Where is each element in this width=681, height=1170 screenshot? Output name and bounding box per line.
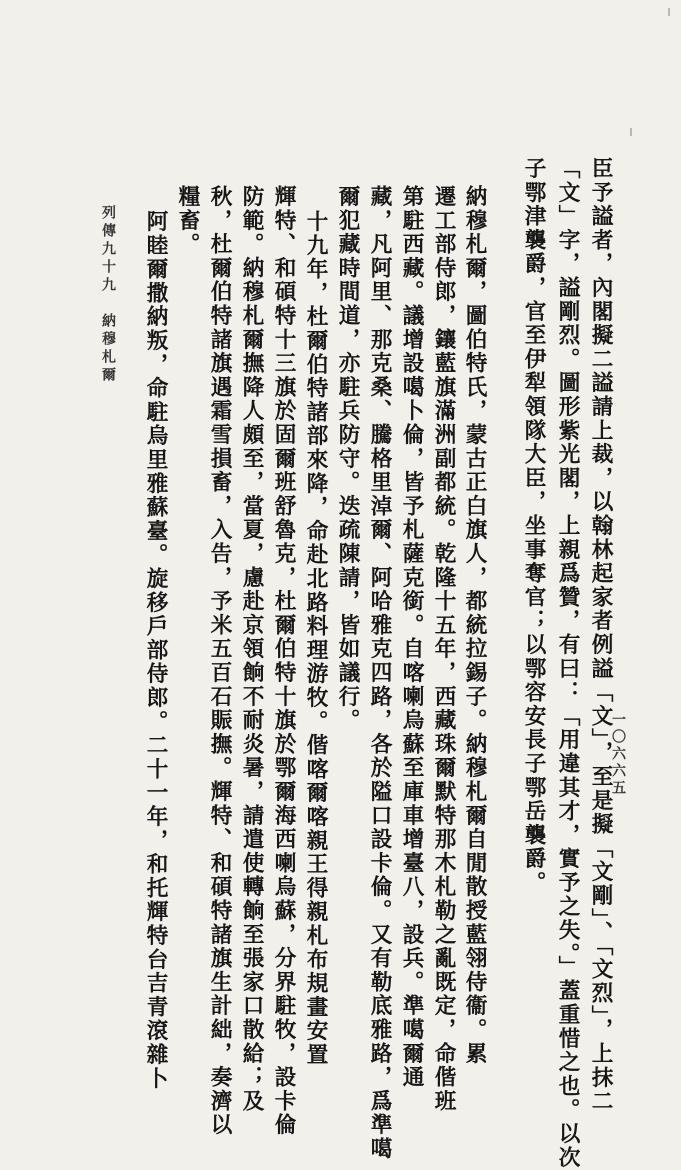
text-column: 糧畜。 — [175, 185, 200, 257]
scan-mark — [630, 128, 632, 136]
text-column: 臣予謚者，內閣擬二謚請上裁，以翰林起家者例謚「文」，至是擬「文剛」、「文烈」，上抹二 — [588, 157, 613, 1114]
text-column: 子鄂津襲爵，官至伊犁領隊大臣，坐事奪官；以鄂容安長子鄂岳襲爵。 — [521, 157, 546, 895]
text-column: 第駐西藏。議增設噶卜倫，皆予札薩克銜。自喀喇烏蘇至庫車增臺八，設兵。準噶爾通 — [399, 185, 424, 1090]
text-column: 秋，杜爾伯特諸旗遇霜雪損畜，入告，予米五百石賑撫。輝特、和碩特諸旗生計絀，奏濟以 — [207, 185, 232, 1137]
page-number: 一〇六六五 — [610, 712, 626, 797]
text-column: 輝特、和碩特十三旗於固爾班舒魯克，杜爾伯特十旗於鄂爾海西喇烏蘇，分界駐牧，設卡倫 — [271, 185, 296, 1137]
text-column: 納穆札爾，圖伯特氏，蒙古正白旗人，都統拉錫子。納穆札爾自閒散授藍翎侍衞。累 — [462, 185, 487, 1066]
chapter-margin-note: 列傳九十九 納穆札爾 — [100, 205, 116, 385]
text-column: 十九年，杜爾伯特諸部來降，命赴北路料理游牧。偕喀爾喀親王得親札布規畫安置 — [303, 210, 328, 1067]
text-column: 遷工部侍郎，鑲藍旗滿洲副都統。乾隆十五年，西藏珠爾默特那木札勒之亂既定，命偕班 — [431, 185, 456, 1114]
text-column: 藏，凡阿里、那克桑、騰格里淖爾、阿哈雅克四路，各於隘口設卡倫。又有勒底雅路，爲準噶 — [367, 185, 392, 1161]
text-column: 「文」字，謚剛烈。圖形紫光閣，上親爲贊，有曰：「用違其才，實予之失。」蓋重惜之也。以次 — [555, 157, 580, 1170]
text-column: 爾犯藏時間道，亦駐兵防守。迭疏陳請，皆如議行。 — [335, 185, 360, 733]
text-column: 阿睦爾撒納叛，命駐烏里雅蘇臺。旋移戶部侍郎。二十一年，和托輝特台吉青滾雜卜 — [143, 210, 168, 1091]
text-column: 防範。納穆札爾撫降人頗至，當夏，慮赴京領餉不耐炎暑，請遣使轉餉至張家口散給；及 — [239, 185, 264, 1114]
scan-mark — [668, 8, 670, 16]
